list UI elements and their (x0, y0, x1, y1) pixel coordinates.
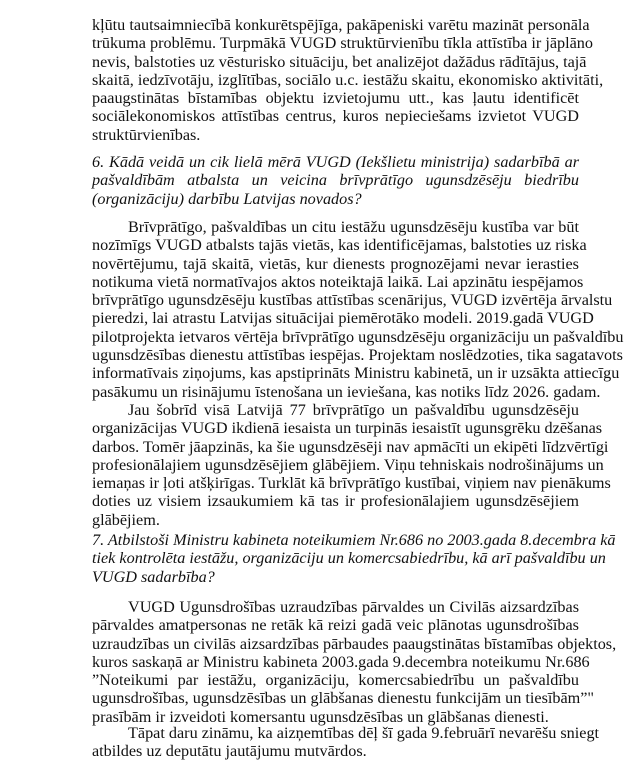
answer-7-paragraph (92, 598, 617, 726)
text-line: organizācijas VUGD ikdienā iesaista un turpinās iesaistīt ugunsgrēku dzēšanas (92, 419, 603, 438)
text-line: notikuma vietā normatīvajos aktos noteiktajā laikā. Lai apzinātu iespējamos (92, 272, 584, 291)
text-line: 7. Atbilstoši Ministru kabineta noteikumiem Nr.686 no 2003.gada 8.decembra kā (92, 531, 616, 549)
text-line: Brīvprātīgo, pašvaldības un citu iestāžu ugunsdzēsēju kustība var būt (128, 218, 579, 236)
text-line: paaugstinātas bīstamības objektu izvietojumu utt., kas ļautu identificēt (92, 89, 579, 108)
text-line: pasākumu un risinājumu īstenošana un ieviešana, kas notiks līdz 2026. gadam. (92, 382, 601, 401)
text-line: VUGD sadarbība? (92, 567, 215, 586)
text-line: Tāpat daru zināmu, ka aizņemtības dēļ šī gada 9.februārī nevarēšu sniegt (128, 724, 600, 742)
question-7-heading (92, 531, 616, 586)
text-line: novērtējumu, tajā skaitā, vietās, kur dienests prognozējami nevar ierasties (92, 254, 579, 273)
paragraph-infrastructure (92, 16, 604, 144)
text-line: uzraudzības un civilās aizsardzības pārbaudes paaugstinātas bīstamības objektos, (92, 634, 617, 653)
question-6-heading (92, 153, 579, 208)
text-line: glābējiem. (92, 510, 160, 529)
text-line: pilotprojekta ietvaros vērtēja brīvprātīgo ugunsdzēsēju organizāciju un pašvaldību (92, 327, 624, 346)
text-line: ugunsdzēsības dienestu attīstības iespējas. Projektam noslēdzoties, tika sagatavots (92, 346, 623, 365)
text-line: pašvaldībām atbalsta un veicina brīvprātīgo ugunsdzēsēju biedrību (92, 171, 579, 190)
text-line: darbos. Tomēr jāapzinās, ka šie ugunsdzēsēji nav apmācīti un ekipēti līdzvērtīgi (92, 437, 609, 456)
text-line: informatīvais ziņojums, kas apstiprināts Ministru kabinetā, un ir uzsākta attiecīgu (92, 364, 620, 383)
text-line: profesionālajiem ugunsdzēsējiem glābējiem. Viņu tehniskais nodrošinājums un (92, 455, 604, 474)
text-line: nozīmīgs VUGD atbalsts tajās vietās, kas identificējamas, balstoties uz riska (92, 236, 587, 255)
text-line: sociālekonomiskos attīstības centrus, kuros nepieciešams izvietot VUGD (92, 107, 579, 126)
text-line: tiek kontrolēta iestāžu, organizāciju un komercsabiedrību, kā arī pašvaldību un (92, 549, 606, 568)
closing-paragraph (92, 724, 600, 761)
text-line: trūkuma problēmu. Turpmākā VUGD struktūrvienību tīkla attīstība ir jāplāno (92, 34, 593, 53)
text-line: skaitā, iedzīvotāju, izglītības, sociālo u.c. iestāžu skaitu, ekonomisko aktivitāti, (92, 70, 604, 89)
text-line: pārvaldes amatpersonas ne retāk kā reizi gadā veic plānotas ugunsdrošības (92, 616, 579, 635)
text-line: struktūrvienības. (92, 125, 201, 144)
text-line: VUGD Ugunsdrošības uzraudzības pārvaldes un Civilās aizsardzības (128, 598, 579, 616)
text-line: nevis, balstoties uz vēsturisko situāciju, bet analizējot dažādus rādītājus, tajā (92, 52, 587, 71)
text-line: (organizāciju) darbību Latvijas novados? (92, 189, 362, 208)
answer-6-paragraph-2 (92, 401, 611, 529)
text-line: 6. Kādā veidā un cik lielā mērā VUGD (Iekšlietu ministrija) sadarbībā ar (92, 153, 579, 171)
text-line: atbildes uz deputātu jautājumu mutvārdos. (92, 742, 367, 761)
text-line: iemaņas ir ļoti atšķirīgas. Turklāt kā brīvprātīgo kustībai, viņiem nav pienākums (92, 474, 611, 493)
text-line: doties uz visiem izsaukumiem kā tas ir profesionālajiem ugunsdzēsējiem (92, 492, 579, 511)
answer-6-paragraph-1 (92, 218, 624, 401)
text-line: kļūtu tautsaimniecībā konkurētspējīga, pakāpeniski varētu mazināt personāla (92, 16, 590, 34)
text-line: brīvprātīgo ugunsdzēsēju kustības attīstības scenārijus, VUGD izvērtēja ārvalstu (92, 291, 613, 310)
text-line: kuros saskaņā ar Ministru kabineta 2003.gada 9.decembra noteikumu Nr.686 (92, 652, 590, 671)
text-line: ugunsdrošības, ugunsdzēsības un glābšanas dienestu funkcijām un tiesībām”" (92, 689, 595, 708)
text-line: ”Noteikumi par iestāžu, organizāciju, komercsabiedrību un pašvaldību (92, 671, 579, 690)
text-line: pieredzi, lai atrastu Latvijas situācijai piemērotāko modeli. 2019.gadā VUGD (92, 309, 594, 328)
text-line: Jau šobrīd visā Latvijā 77 brīvprātīgo un pašvaldību ugunsdzēsēju (128, 401, 579, 419)
text-line: prasībām ir izveidoti komersantu ugunsdzēsības un glābšanas dienesti. (92, 707, 549, 726)
